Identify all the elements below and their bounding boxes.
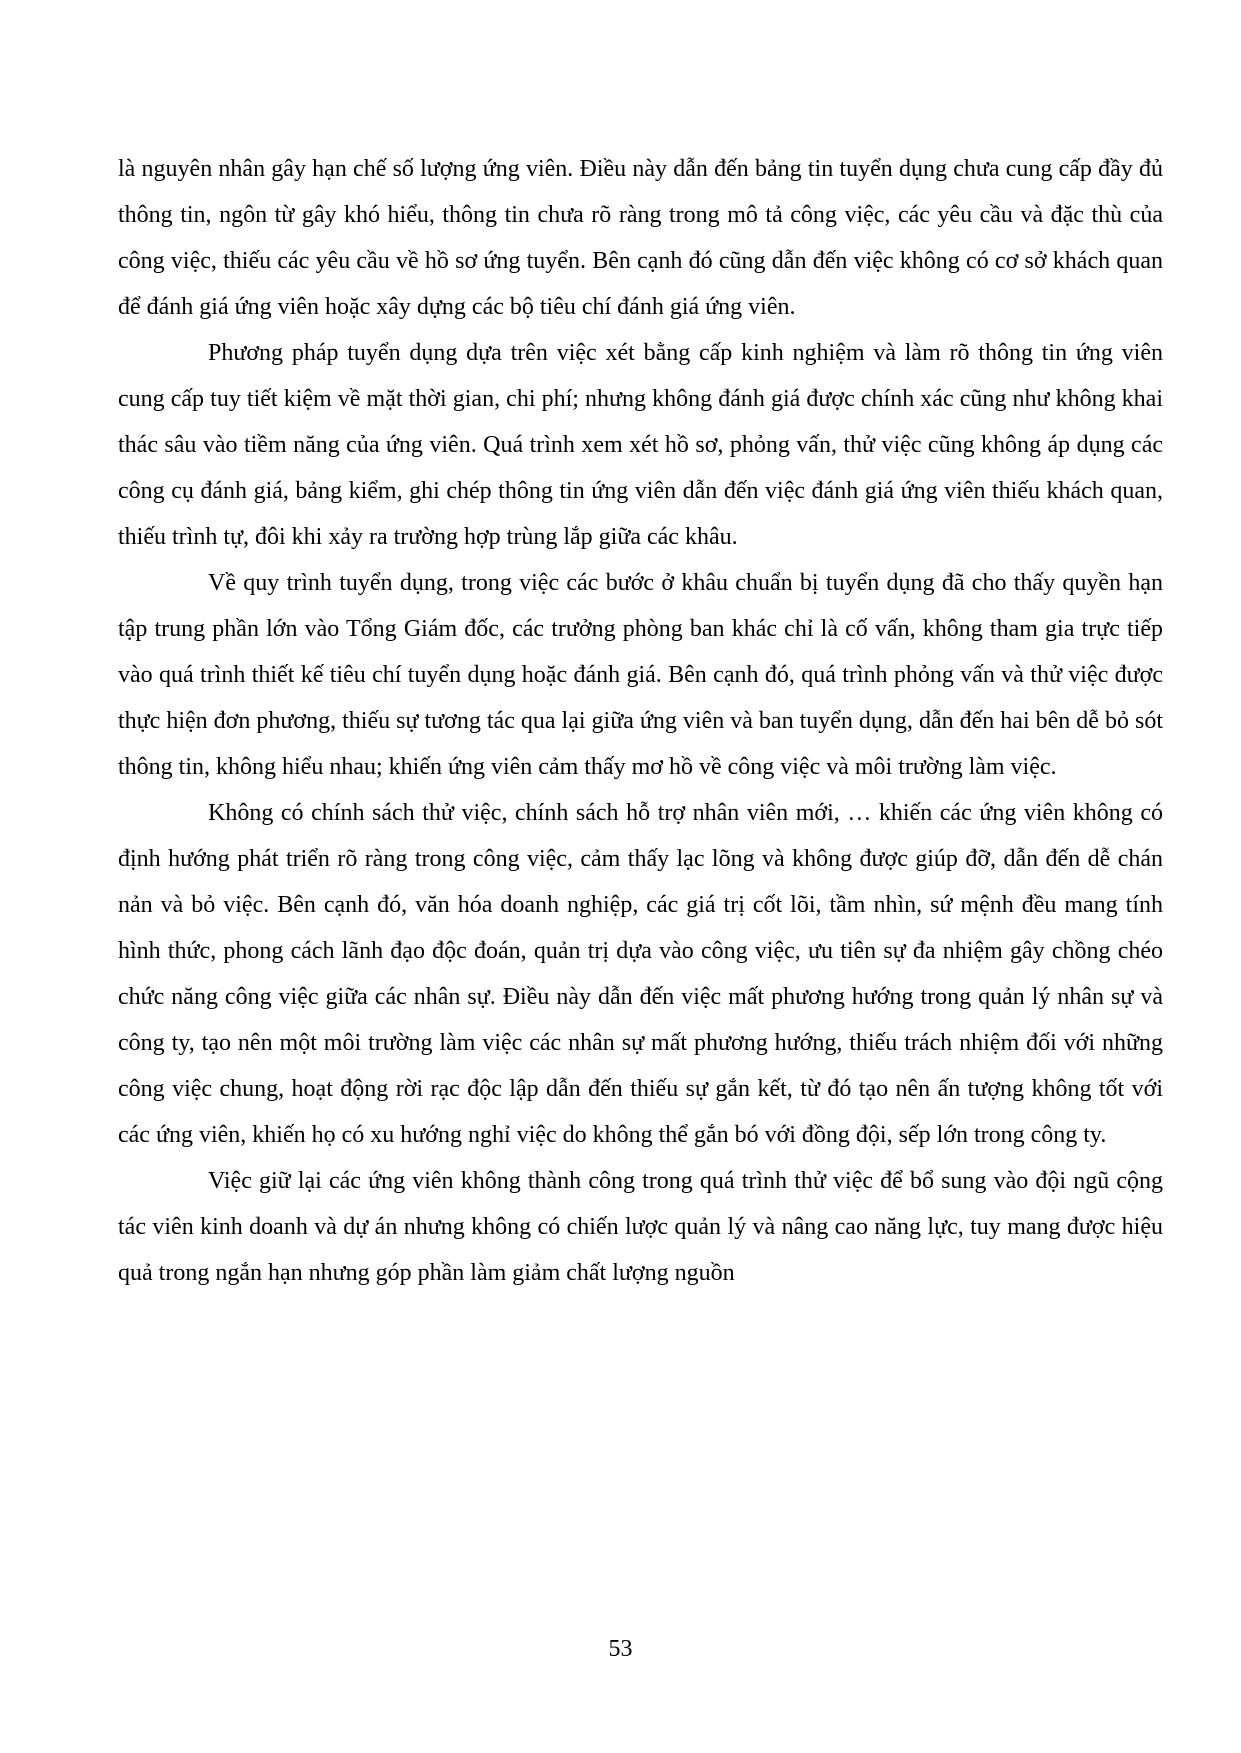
paragraph-retaining-candidates: Việc giữ lại các ứng viên không thành công trong quá trình thử việc để bổ sung vào đội ngũ cộng tác viên kinh doanh và dự án nhưng không có chiến lược quản lý và nâng cao năng lực, tuy mang được hiệu quả trong ngắn hạn nhưng góp phần làm giảm chất lượng nguồn [118, 1168, 1163, 1286]
paragraph-continuation: là nguyên nhân gây hạn chế số lượng ứng viên. Điều này dẫn đến bảng tin tuyển dụng chưa cung cấp đầy đủ thông tin, ngôn từ gây khó hiểu, thông tin chưa rõ ràng trong mô tả công việc, các yêu cầu và đặc thù của công việc, thiếu các yêu cầu về hồ sơ ứng tuyển. Bên cạnh đó cũng dẫn đến việc không có cơ sở khách quan để đánh giá ứng viên hoặc xây dựng các bộ tiêu chí đánh giá ứng viên. [118, 156, 1163, 320]
page-number: 53 [608, 1636, 633, 1662]
paragraph-probation-policy: Không có chính sách thử việc, chính sách hỗ trợ nhân viên mới, … khiến các ứng viên không có định hướng phát triển rõ ràng trong công việc, cảm thấy lạc lõng và không được giúp đỡ, dẫn đến dễ chán nản và bỏ việc. Bên cạnh đó, văn hóa doanh nghiệp, các giá trị cốt lõi, tầm nhìn, sứ mệnh đều mang tính hình thức, phong cách lãnh đạo độc đoán, quản trị dựa vào công việc, ưu tiên sự đa nhiệm gây chồng chéo chức năng công việc giữa các nhân sự. Điều này dẫn đến việc mất phương hướng trong quản lý nhân sự và công ty, tạo nên một môi trường làm việc các nhân sự mất phương hướng, thiếu trách nhiệm đối với những công việc chung, hoạt động rời rạc độc lập dẫn đến thiếu sự gắn kết, từ đó tạo nên ấn tượng không tốt với các ứng viên, khiến họ có xu hướng nghỉ việc do không thể gắn bó với đồng đội, sếp lớn trong công ty. [118, 800, 1163, 1148]
page-body [118, 146, 1163, 1296]
paragraph-recruitment-method: Phương pháp tuyển dụng dựa trên việc xét bằng cấp kinh nghiệm và làm rõ thông tin ứng viên cung cấp tuy tiết kiệm về mặt thời gian, chi phí; nhưng không đánh giá được chính xác cũng như không khai thác sâu vào tiềm năng của ứng viên. Quá trình xem xét hồ sơ, phỏng vấn, thử việc cũng không áp dụng các công cụ đánh giá, bảng kiểm, ghi chép thông tin ứng viên dẫn đến việc đánh giá ứng viên thiếu khách quan, thiếu trình tự, đôi khi xảy ra trường hợp trùng lắp giữa các khâu. [118, 340, 1163, 550]
paragraph-recruitment-process: Về quy trình tuyển dụng, trong việc các bước ở khâu chuẩn bị tuyển dụng đã cho thấy quyền hạn tập trung phần lớn vào Tổng Giám đốc, các trưởng phòng ban khác chỉ là cố vấn, không tham gia trực tiếp vào quá trình thiết kế tiêu chí tuyển dụng hoặc đánh giá. Bên cạnh đó, quá trình phỏng vấn và thử việc được thực hiện đơn phương, thiếu sự tương tác qua lại giữa ứng viên và ban tuyển dụng, dẫn đến hai bên dễ bỏ sót thông tin, không hiểu nhau; khiến ứng viên cảm thấy mơ hồ về công việc và môi trường làm việc. [118, 570, 1163, 780]
